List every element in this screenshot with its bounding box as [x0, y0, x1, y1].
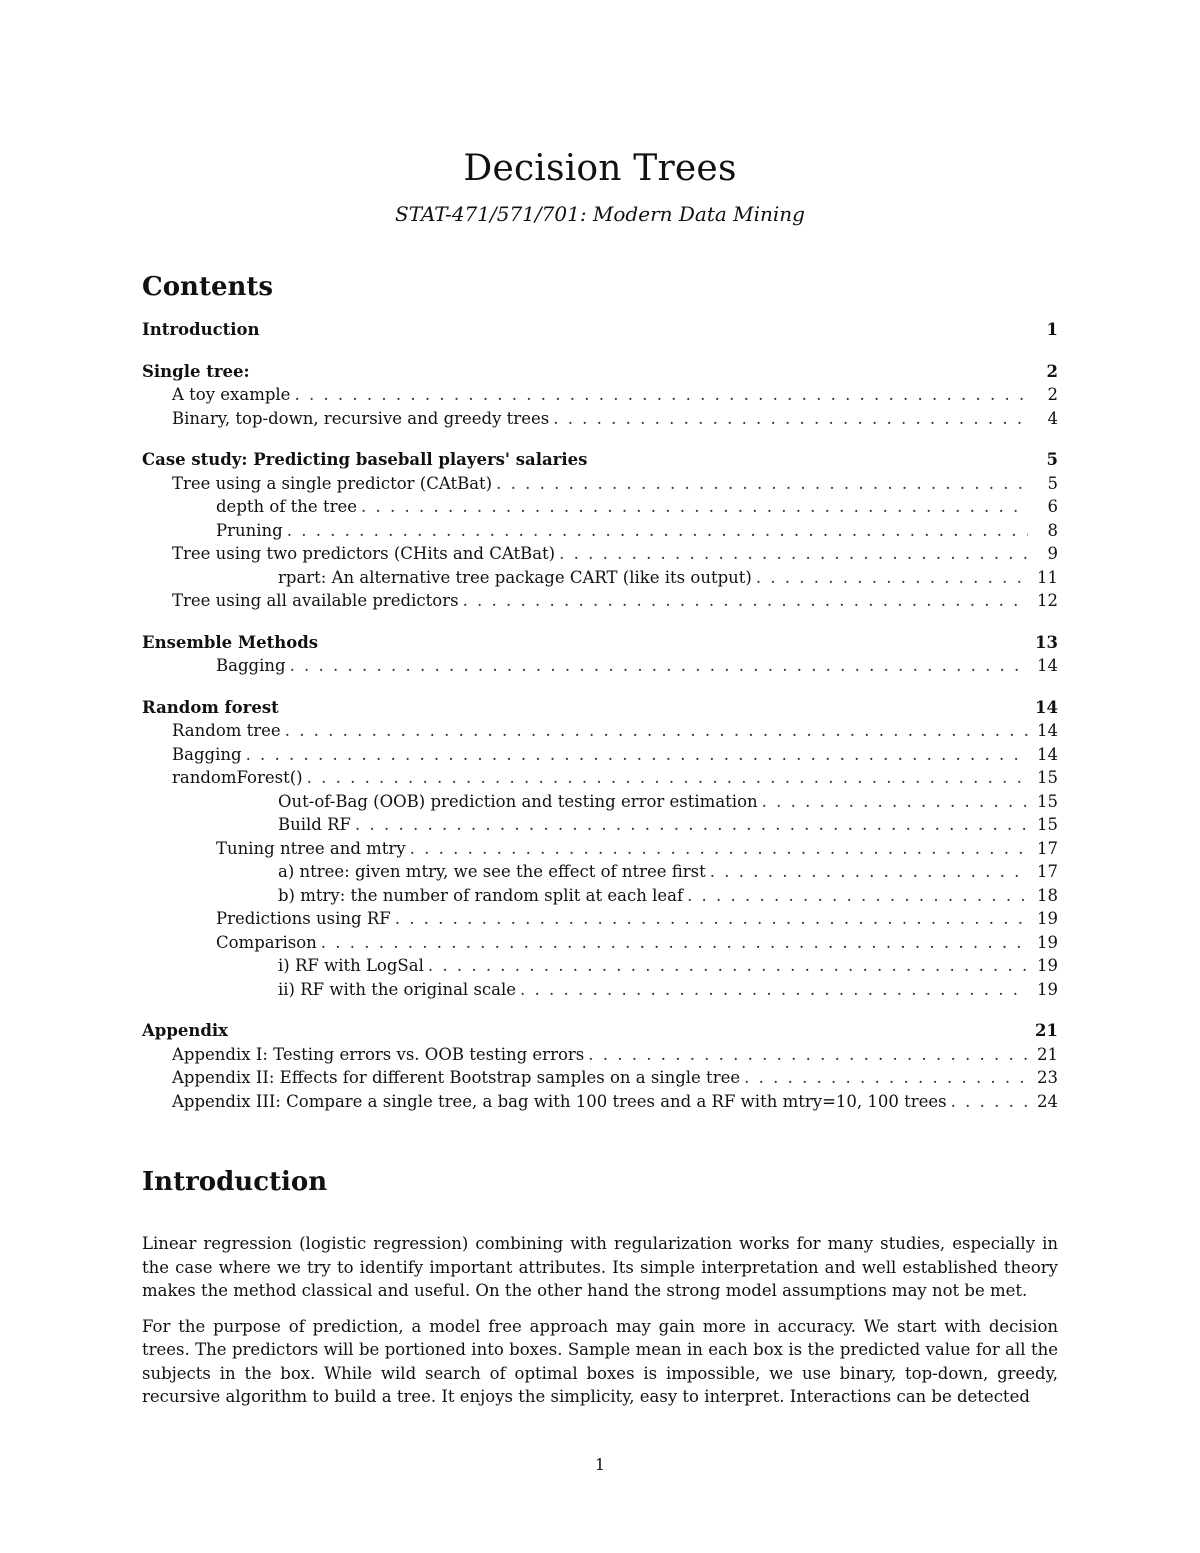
- page-number: 1: [594, 1455, 606, 1474]
- toc-entry-label: Ensemble Methods: [142, 632, 319, 652]
- toc-entry-page: 12: [1037, 591, 1058, 610]
- toc-entry-page: 11: [1037, 567, 1058, 587]
- toc-entry[interactable]: [142, 839, 1058, 863]
- toc-entry[interactable]: [142, 568, 1058, 592]
- toc-entry-label: depth of the tree: [216, 497, 357, 516]
- toc-entry-page: 14: [1037, 721, 1058, 740]
- toc-entry-label: Build RF: [278, 815, 351, 834]
- toc-entry[interactable]: [142, 633, 1058, 657]
- toc-entry-label: Introduction: [142, 320, 260, 339]
- toc-entry-label: Pruning: [216, 520, 283, 540]
- toc-entry-label: rpart: An alternative tree package CART (like its output): [278, 567, 752, 587]
- toc-entry-label: Predictions using RF: [216, 909, 391, 928]
- toc-entry[interactable]: [142, 956, 1058, 980]
- toc-entry-page: 14: [1037, 656, 1058, 675]
- toc-entry-label: b) mtry: the number of random split at each leaf: [278, 885, 684, 905]
- toc-entry[interactable]: [142, 544, 1058, 568]
- paragraph: Linear regression (logistic regression) combining with regularization works for many studies, especially in the case where we try to identify important attributes. Its simple interpretation and well established theory makes the method classical and useful. On the other hand the strong model assumptions may not be met.: [142, 1234, 1058, 1300]
- toc-entry[interactable]: [142, 497, 1058, 521]
- toc-entry[interactable]: [142, 886, 1058, 910]
- toc-entry[interactable]: [142, 721, 1058, 745]
- toc-leader-dots: [687, 886, 1028, 905]
- toc-leader-dots: [553, 409, 1028, 428]
- toc-entry[interactable]: [142, 656, 1058, 680]
- toc-entry[interactable]: [142, 385, 1058, 409]
- toc-entry-page: 18: [1037, 885, 1058, 905]
- toc-leader-dots: [410, 839, 1028, 858]
- toc-leader-dots: [355, 815, 1028, 834]
- toc-entry-page: 5: [1046, 450, 1058, 469]
- introduction-body: [142, 1232, 1058, 1421]
- toc-entry[interactable]: [142, 698, 1058, 722]
- toc-entry-label: Appendix I: Testing errors vs. OOB testing errors: [172, 1044, 585, 1064]
- toc-entry-label: Appendix: [142, 1021, 229, 1040]
- toc-entry-page: 5: [1047, 473, 1058, 493]
- toc-entry-label: Comparison: [216, 932, 317, 952]
- toc-leader-dots: [559, 544, 1028, 563]
- document-title: Decision Trees: [463, 148, 737, 189]
- toc-leader-dots: [744, 1068, 1028, 1087]
- toc-entry-label: ii) RF with the original scale: [278, 979, 517, 999]
- toc-entry-label: Random tree: [172, 721, 281, 740]
- toc-entry[interactable]: [142, 909, 1058, 933]
- toc-leader-dots: [762, 792, 1028, 811]
- toc-entry-page: 19: [1037, 956, 1058, 975]
- toc-entry-page: 4: [1047, 408, 1058, 428]
- toc-leader-dots: [428, 956, 1028, 975]
- toc-entry[interactable]: [142, 768, 1058, 792]
- toc-leader-dots: [287, 521, 1028, 540]
- toc-entry[interactable]: [142, 1068, 1058, 1092]
- toc-entry-label: Tree using two predictors (CHits and CAtBat): [172, 544, 556, 563]
- toc-entry-label: i) RF with LogSal: [278, 956, 424, 975]
- toc-entry-label: Case study: Predicting baseball players' salaries: [142, 450, 588, 469]
- toc-entry-page: 2: [1046, 361, 1058, 381]
- toc-entry[interactable]: [142, 792, 1058, 816]
- toc-leader-dots: [520, 980, 1028, 999]
- toc-entry[interactable]: [142, 1092, 1058, 1116]
- toc-entry-page: 15: [1037, 768, 1058, 787]
- toc-entry[interactable]: [142, 474, 1058, 498]
- toc-leader-dots: [285, 721, 1028, 740]
- toc-leader-dots: [294, 385, 1028, 404]
- toc-entry-label: Appendix III: Compare a single tree, a bag with 100 trees and a RF with mtry=10, 100 trees: [172, 1091, 947, 1111]
- toc-entry-page: 19: [1037, 979, 1058, 999]
- toc-entry-page: 8: [1047, 520, 1058, 540]
- toc-entry-label: a) ntree: given mtry, we see the effect of ntree first: [278, 862, 706, 881]
- toc-entry-page: 21: [1035, 1021, 1058, 1040]
- toc-entry-page: 2: [1047, 385, 1058, 404]
- toc-leader-dots: [321, 933, 1028, 952]
- toc-leader-dots: [710, 862, 1028, 881]
- toc-entry-label: Single tree:: [142, 361, 250, 381]
- toc-entry-label: A toy example: [172, 385, 291, 404]
- toc-entry-label: randomForest(): [172, 768, 303, 787]
- toc-entry[interactable]: [142, 815, 1058, 839]
- toc-leader-dots: [361, 497, 1028, 516]
- toc-entry-page: 19: [1037, 909, 1058, 928]
- toc-entry[interactable]: [142, 1021, 1058, 1045]
- toc-entry-page: 1: [1046, 320, 1058, 339]
- toc-entry-label: Tuning ntree and mtry: [216, 838, 406, 858]
- toc-entry-label: Out-of-Bag (OOB) prediction and testing error estimation: [278, 791, 758, 811]
- toc-entry[interactable]: [142, 591, 1058, 615]
- toc-entry[interactable]: [142, 745, 1058, 769]
- toc-entry-page: 6: [1047, 497, 1058, 516]
- toc-entry-page: 15: [1037, 815, 1058, 834]
- toc-entry-label: Bagging: [172, 744, 242, 764]
- toc-entry-page: 21: [1037, 1044, 1058, 1064]
- toc-entry-page: 13: [1035, 632, 1058, 652]
- toc-entry[interactable]: [142, 320, 1058, 344]
- introduction-heading: Introduction: [142, 1167, 328, 1197]
- document-subtitle: STAT-471/571/701: Modern Data Mining: [395, 202, 805, 226]
- toc-entry-page: 17: [1037, 838, 1058, 858]
- toc-entry-page: 15: [1037, 791, 1058, 811]
- toc-entry-page: 14: [1037, 744, 1058, 764]
- toc-leader-dots: [756, 568, 1028, 587]
- toc-leader-dots: [246, 745, 1028, 764]
- paragraph: For the purpose of prediction, a model free approach may gain more in accuracy. We start with decision trees. The predictors will be portioned into boxes. Sample mean in each box is the predicted value for all the subjects in the box. While wild search of optimal boxes is impossible, we use binary, top-down, greedy, recursive algorithm to build a tree. It enjoys the simplicity, easy to interpret. Interactions can be detected: [142, 1316, 1058, 1406]
- toc-entry[interactable]: [142, 862, 1058, 886]
- toc-leader-dots: [395, 909, 1028, 928]
- toc-entry[interactable]: [142, 450, 1058, 474]
- contents-heading: Contents: [142, 272, 274, 302]
- toc-leader-dots: [496, 474, 1028, 493]
- toc-entry-label: Tree using all available predictors: [172, 591, 459, 610]
- toc-entry[interactable]: [142, 409, 1058, 433]
- toc-entry[interactable]: [142, 980, 1058, 1004]
- toc-entry-label: Binary, top-down, recursive and greedy trees: [172, 408, 550, 428]
- toc-entry-page: 14: [1035, 697, 1058, 717]
- toc-entry[interactable]: [142, 933, 1058, 957]
- toc-entry-label: Appendix II: Effects for different Bootstrap samples on a single tree: [172, 1068, 741, 1087]
- toc-entry-label: Tree using a single predictor (CAtBat): [172, 473, 493, 493]
- toc-entry-page: 17: [1037, 862, 1058, 881]
- toc-leader-dots: [290, 656, 1028, 675]
- toc-entry[interactable]: [142, 1045, 1058, 1069]
- toc-leader-dots: [307, 768, 1028, 787]
- toc-entry[interactable]: [142, 521, 1058, 545]
- toc-entry-label: Random forest: [142, 697, 279, 717]
- toc-entry-page: 24: [1037, 1091, 1058, 1111]
- toc-entry-page: 23: [1037, 1068, 1058, 1087]
- toc-entry-label: Bagging: [216, 656, 286, 675]
- toc-leader-dots: [951, 1092, 1028, 1111]
- toc-entry-page: 19: [1037, 932, 1058, 952]
- toc-leader-dots: [463, 591, 1028, 610]
- table-of-contents: [142, 320, 1058, 1115]
- toc-entry[interactable]: [142, 362, 1058, 386]
- toc-leader-dots: [588, 1045, 1028, 1064]
- toc-entry-page: 9: [1047, 544, 1058, 563]
